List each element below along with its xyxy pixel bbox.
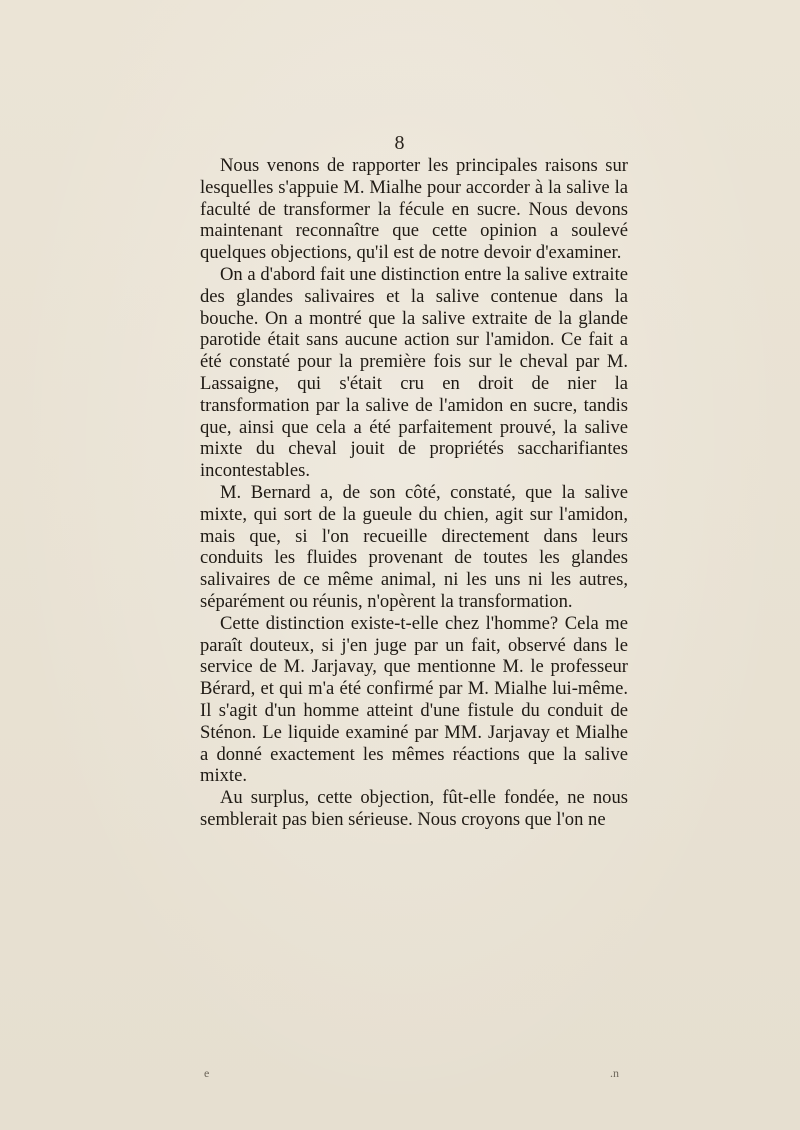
signature-mark-right: .n xyxy=(610,1066,619,1080)
paragraph-3: M. Bernard a, de son côté, constaté, que la salive mixte, qui sort de la gueule du chien, agit sur l'amidon, mais que, si l'on recueille directement dans leurs conduits les fluides provenant de toutes les glandes salivaires de ce même animal, ni les uns ni les autres, séparément ou réunis, n'opèrent la transformation. xyxy=(200,481,628,612)
paragraph-1: Nous venons de rapporter les principales raisons sur lesquelles s'appuie M. Mialhe pour accorder à la salive la faculté de transformer la fécule en sucre. Nous devons maintenant reconnaître que cette opinion a soulevé quelques objections, qu'il est de notre devoir d'examiner. xyxy=(200,155,628,264)
paragraph-4: Cette distinction existe-t-elle chez l'homme? Cela me paraît douteux, si j'en juge par un fait, observé dans le service de M. Jarjavay, que mentionne M. le professeur Bérard, et qui m'a été confirmé par M. Mialhe lui-même. Il s'agit d'un homme atteint d'une fistule du conduit de Sténon. Le liquide examiné par MM. Jarjavay et Mialhe a donné exactement les mêmes réactions que la salive mixte. xyxy=(200,612,628,787)
paragraph-2: On a d'abord fait une distinction entre la salive extraite des glandes salivaires et la salive contenue dans la bouche. On a montré que la salive extraite de la glande parotide était sans aucune action sur l'amidon. Ce fait a été constaté pour la première fois sur le cheval par M. Lassaigne, qui s'était cru en droit de nier la transformation par la salive de l'amidon en sucre, tandis que, ainsi que cela a été parfaitement prouvé, la salive mixte du cheval jouit de propriétés saccharifiantes incontestables. xyxy=(200,263,628,482)
page-number: 8 xyxy=(394,132,406,154)
body-text xyxy=(200,155,628,831)
signature-mark-left: e xyxy=(204,1066,210,1080)
paragraph-5: Au surplus, cette objection, fût-elle fondée, ne nous semblerait pas bien sérieuse. Nous croyons que l'on ne xyxy=(200,787,628,830)
